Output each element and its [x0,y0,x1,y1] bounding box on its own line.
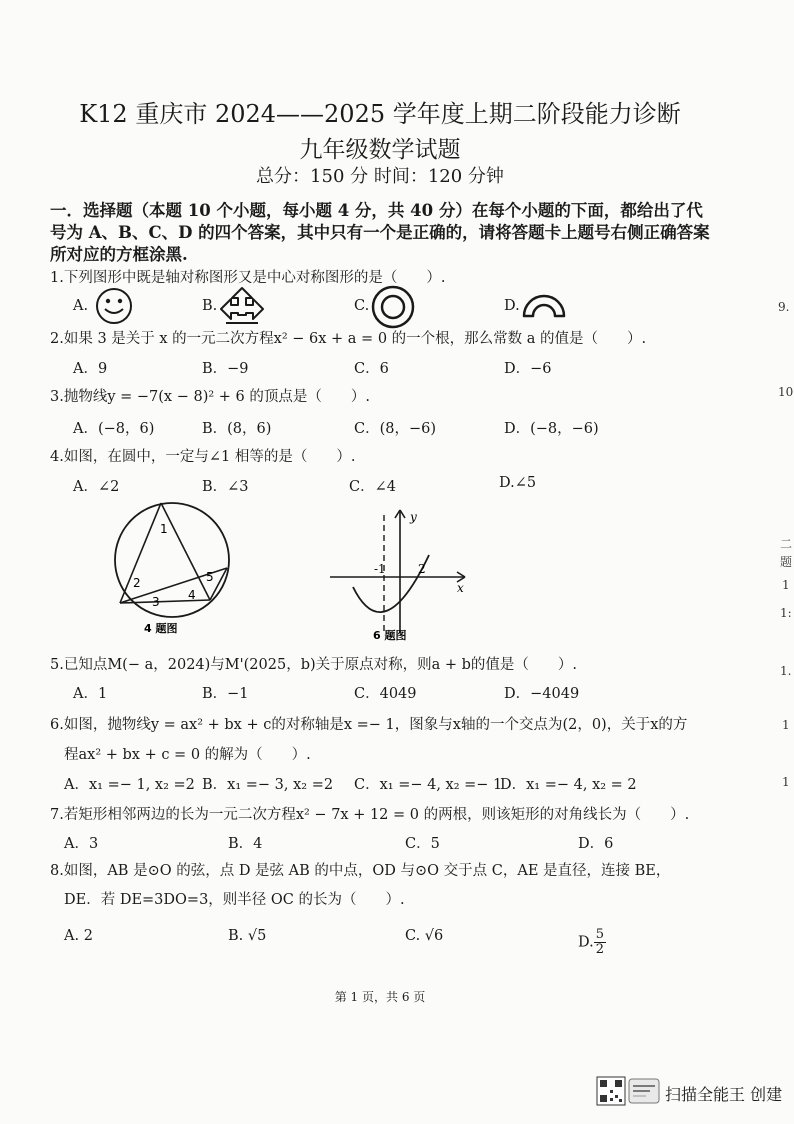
fig6-caption: 6 题图 [373,629,407,642]
q8-option-c: C. √6 [405,928,444,944]
q2-option-d: D．−6 [504,361,552,377]
section-heading: 一．选择题（本题 10 个小题，每小题 4 分，共 40 分）在每个小题的下面，都给出了代号为 A、B、C、D 的四个答案，其中只有一个是正确的，请将答题卡上题号右侧正确答案所对应的方框涂黑. [50,201,710,264]
figure-4-circle-diagram [110,495,240,635]
fig6-axis-label: y [410,510,417,524]
q4-stem: 4.如图，在圆中，一定与∠1 相等的是（ ）. [50,449,356,465]
q1-option-a: A. [73,298,89,314]
side-mark: 10 [778,385,794,399]
q8-option-a: A. 2 [64,928,93,944]
q1-option-c: C. [354,298,370,314]
q5-option-b: B．−1 [202,686,249,702]
q8-option-b: B. √5 [228,928,267,944]
fig6-tick-label: -1 [374,562,386,576]
q8-stem: 8.如图，AB 是⊙O 的弦，点 D 是弦 AB 的中点，OD 与⊙O 交于点 C，AE 是直径，连接 BE， [50,863,671,879]
q3-option-a: A．(−8，6) [73,421,155,437]
page-number: 第 1 页，共 6 页 [334,990,426,1004]
q4-option-d: D.∠5 [499,475,537,491]
q5-stem: 5.已知点M(− a，2024)与M'(2025，b)关于原点对称，则a + b的值是（ ）. [50,657,578,673]
q6-option-c: C．x₁ =− 4, x₂ =− 1 [354,777,503,793]
half-ring-arch-icon [521,288,567,318]
q6-option-b: B．x₁ =− 3, x₂ =2 [202,777,334,793]
q1-option-b: B. [202,298,218,314]
side-mark: 1 [782,775,790,789]
q8-option-d-fraction [594,928,606,957]
q2-option-c: C．6 [354,361,389,377]
fig6-tick-label: 2 [418,562,426,576]
q6-stem: 6.如图，抛物线y = ax² + bx + c的对称轴是x =− 1，图象与x轴的一个交点为(2，0)，关于x的方 [50,717,688,733]
q2-option-a: A．9 [73,361,108,377]
q8-option-d [578,928,606,957]
q7-option-d: D．6 [578,836,614,852]
q7-option-b: B．4 [228,836,263,852]
q4-option-c: C．∠4 [349,479,396,495]
q7-option-a: A．3 [64,836,99,852]
q3-option-c: C．(8，−6) [354,421,437,437]
fig4-angle-label: 3 [152,595,160,609]
concentric-circles-icon [370,284,416,330]
side-mark: 二 [780,537,793,551]
fig6-axis-label: x [457,581,464,595]
fraction-denominator: 2 [595,942,604,957]
q5-option-c: C．4049 [354,686,417,702]
side-mark: 1 [782,718,790,732]
side-mark: 1 [782,578,790,592]
smiley-face-icon [94,286,134,326]
q2-stem: 2.如果 3 是关于 x 的一元二次方程x² − 6x + a = 0 的一个根，那么常数 a 的值是（ ）. [50,331,647,347]
fig4-angle-label: 4 [188,588,196,602]
q7-option-c: C．5 [405,836,440,852]
q6-option-a: A．x₁ =− 1, x₂ =2 [64,777,195,793]
fig4-angle-label: 1 [160,522,168,536]
q3-option-d: D．(−8，−6) [504,421,599,437]
q5-option-a: A．1 [73,686,108,702]
fig4-angle-label: 2 [133,576,141,590]
figure-6-parabola-graph [325,505,475,645]
fig4-angle-label: 5 [206,570,214,584]
q5-option-d: D．−4049 [504,686,580,702]
side-mark: 题 [780,555,793,569]
exam-title: K12 重庆市 2024——2025 学年度上期二阶段能力诊断 [79,100,681,128]
q4-option-b: B．∠3 [202,479,249,495]
scanner-logo-icon [628,1078,660,1104]
exam-subtitle: 九年级数学试题 [299,137,461,163]
q6-stem-continued: 程ax² + bx + c = 0 的解为（ ）. [64,747,311,763]
q7-stem: 7.若矩形相邻两边的长为一元二次方程x² − 7x + 12 = 0 的两根，则该矩形的对角线长为（ ）. [50,807,690,823]
q2-option-b: B．−9 [202,361,249,377]
q8-stem-continued: DE．若 DE=3DO=3，则半径 OC 的长为（ ）. [64,892,405,908]
q3-stem: 3.抛物线y = −7(x − 8)² + 6 的顶点是（ ）. [50,389,370,405]
side-mark: 1. [780,664,792,678]
q6-option-d: D．x₁ =− 4, x₂ = 2 [500,777,637,793]
fig4-caption: 4 题图 [144,622,178,635]
q1-stem: 1.下列图形中既是轴对称图形又是中心对称图形的是（ ）. [50,270,446,286]
q8-option-d-label: D. [578,934,594,951]
watermark-text: 扫描全能王 创建 [665,1085,783,1104]
q1-option-d: D. [504,298,520,314]
fraction-numerator: 5 [595,927,604,942]
side-mark: 9. [778,300,790,314]
exam-meta: 总分：150 分 时间：120 分钟 [256,166,504,187]
three-arrows-icon [218,285,266,329]
qr-code-icon [596,1076,626,1106]
side-mark: 1: [780,606,792,620]
q4-option-a: A．∠2 [73,479,120,495]
q3-option-b: B．(8，6) [202,421,272,437]
